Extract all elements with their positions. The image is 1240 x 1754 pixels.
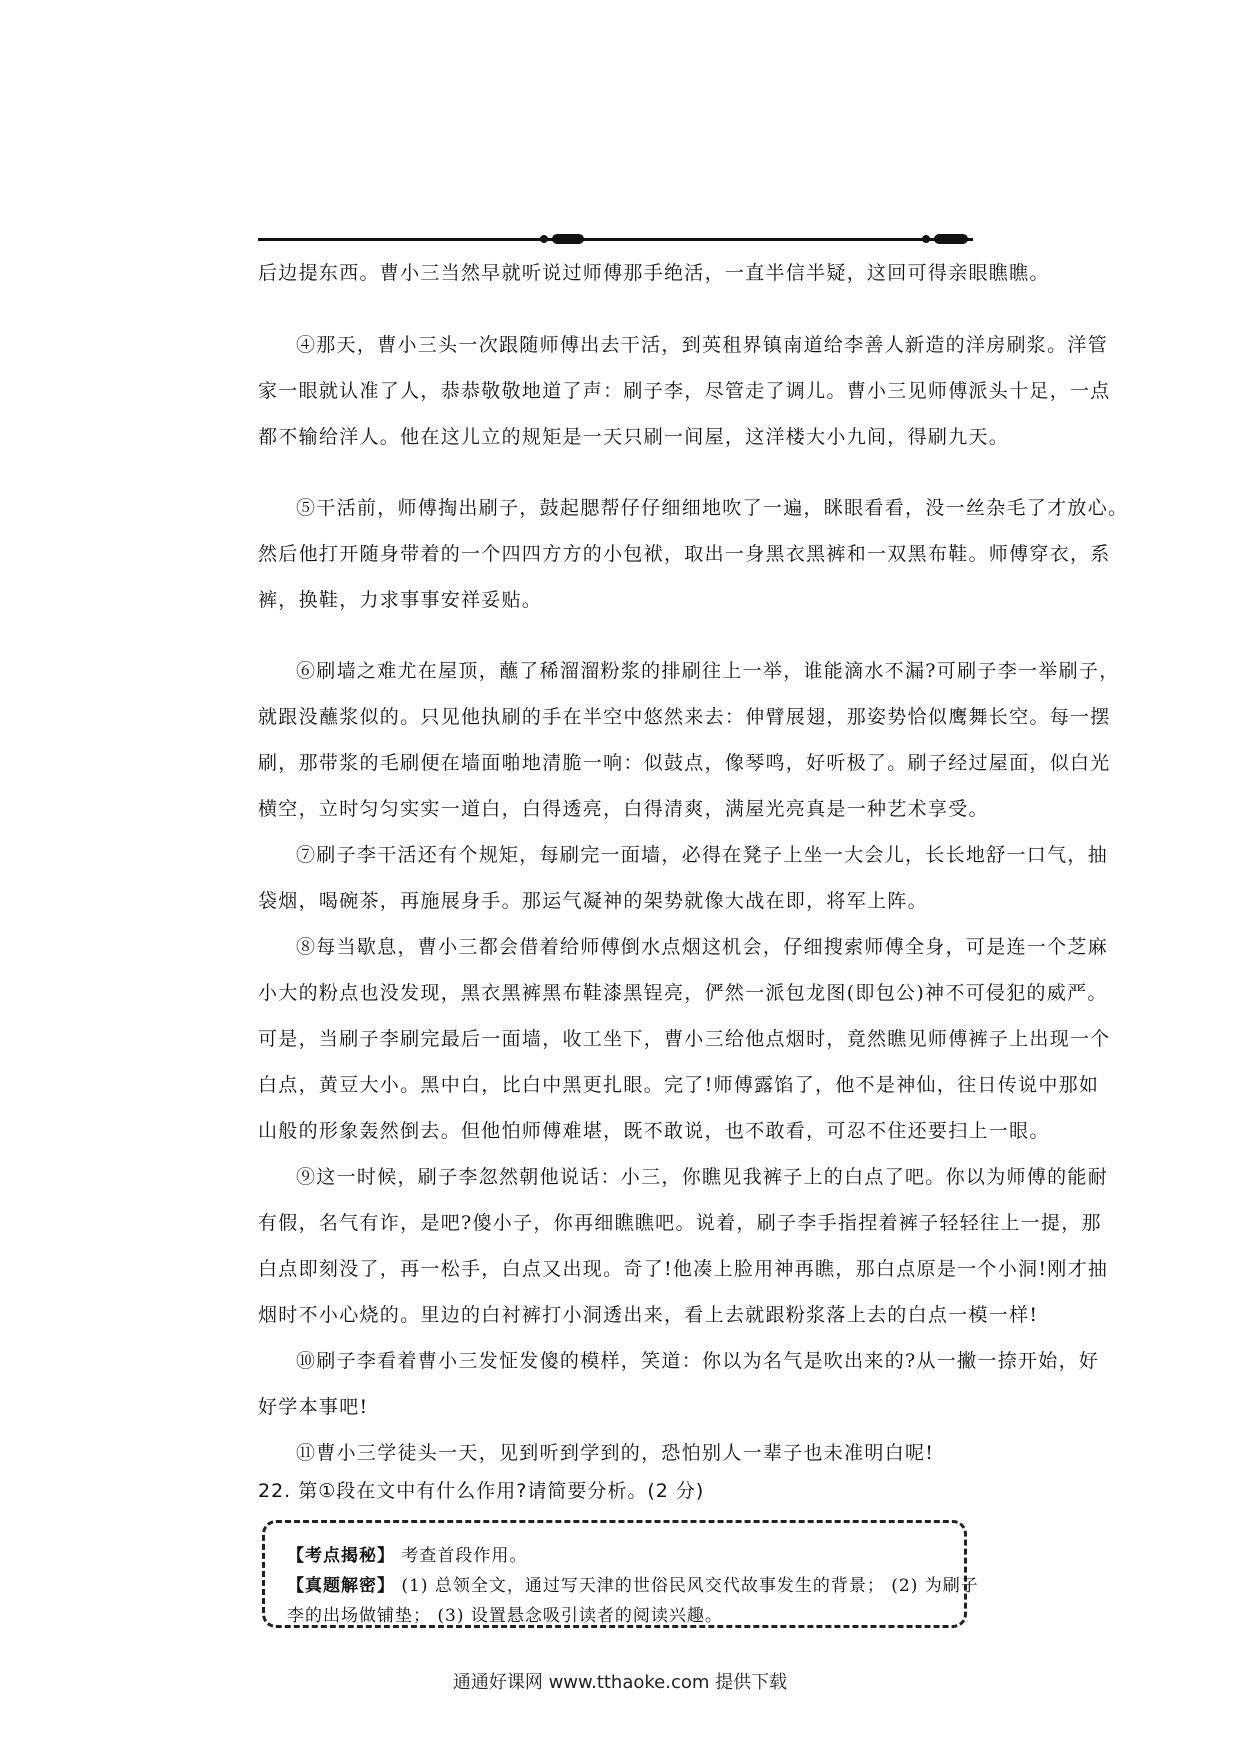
text-line: 裤，换鞋，力求事事安祥妥贴。 <box>258 589 543 611</box>
answer-line-2 <box>287 1571 979 1601</box>
rule-ornament <box>934 234 968 244</box>
question-22: 22. 第①段在文中有什么作用?请简要分析。(2 分) <box>258 1480 705 1502</box>
paragraph-9 <box>258 1154 1109 1338</box>
text-line: ⑥刷墙之难尤在屋顶，蘸了稀溜溜粉浆的排刷往上一举，谁能滴水不漏?可刷子李一举刷子， <box>296 660 1120 682</box>
text-line: 可是，当刷子李刷完最后一面墙，收工坐下，曹小三给他点烟时，竟然瞧见师傅裤子上出现一个 <box>258 1028 1111 1050</box>
text-line: 白点，黄豆大小。黑中白，比白中黑更扎眼。完了!师傅露馅了，他不是神仙，往日传说中那如 <box>258 1074 1100 1096</box>
rule-ornament <box>922 235 930 243</box>
paragraph-8 <box>258 924 1111 1154</box>
text-line: ⑪曹小三学徒头一天，见到听到学到的，恐怕别人一辈子也未准明白呢! <box>296 1442 935 1464</box>
text-line: 白点即刻没了，再一松手，白点又出现。奇了!他凑上脸用神再瞧，那白点原是一个小洞!刚才抽 <box>258 1258 1109 1280</box>
answer-line-1 <box>287 1541 944 1571</box>
text-line: ⑤干活前，师傅掏出刷子，鼓起腮帮仔仔细细地吹了一遍，眯眼看看，没一丝杂毛了才放心。 <box>296 497 1129 519</box>
paragraph-11 <box>258 1430 973 1476</box>
text-line: 然后他打开随身带着的一个四四方方的小包袱，取出一身黑衣黑裤和一双黑布鞋。师傅穿衣，系 <box>258 543 1111 565</box>
text-line: 横空，立时匀匀实实一道白，白得透亮，白得清爽，满屋光亮真是一种艺术享受。 <box>258 798 989 820</box>
answer-line-3: 李的出场做铺垫； (3) 设置悬念吸引读者的阅读兴趣。 <box>287 1606 723 1626</box>
paragraph-5 <box>258 485 1129 623</box>
text-line: ⑧每当歇息，曹小三都会借着给师傅倒水点烟这机会，仔细搜索师傅全身，可是连一个芝麻 <box>296 936 1109 958</box>
text-line: 好学本事吧! <box>258 1396 369 1418</box>
text-line: ④那天，曹小三头一次跟随师傅出去干活，到英租界镇南道给李善人新造的洋房刷浆。洋管 <box>296 334 1109 356</box>
text-line: 刷，那带浆的毛刷便在墙面啪地清脆一响：似鼓点，像琴鸣，好听极了。刷子经过屋面，似白光 <box>258 752 1111 774</box>
answer-tag: 【真题解密】 <box>287 1576 395 1596</box>
text-line: ⑨这一时候，刷子李忽然朝他说话：小三，你瞧见我裤子上的白点了吧。你以为师傅的能耐 <box>296 1166 1109 1188</box>
text-line: 家一眼就认准了人，恭恭敬敬地道了声：刷子李，尽管走了调儿。曹小三见师傅派头十足，一点 <box>258 380 1111 402</box>
answer-box <box>262 1520 979 1628</box>
paragraph-4 <box>258 322 1111 460</box>
text-line: 后边提东西。曹小三当然早就听说过师傅那手绝活，一直半信半疑，这回可得亲眼瞧瞧。 <box>258 262 1050 284</box>
paragraph-6 <box>258 648 1120 832</box>
text-line: 山般的形象轰然倒去。但他怕师傅难堪，既不敢说，也不敢看，可忍不住还要扫上一眼。 <box>258 1120 1050 1142</box>
answer-text: 考查首段作用。 <box>401 1546 528 1566</box>
rule-ornament <box>540 235 548 243</box>
paragraph-continued <box>258 250 1050 296</box>
rule-ornament <box>552 234 584 244</box>
text-line: 烟时不小心烧的。里边的白衬裤打小洞透出来，看上去就跟粉浆落上去的白点一模一样! <box>258 1304 1039 1326</box>
text-line: 都不输给洋人。他在这儿立的规矩是一天只刷一间屋，这洋楼大小九间，得刷九天。 <box>258 426 1010 448</box>
text-line: 就跟没蘸浆似的。只见他执刷的手在半空中悠然来去：伸臂展翅，那姿势恰似鹰舞长空。每一摆 <box>258 706 1111 728</box>
text-line: ⑦刷子李干活还有个规矩，每刷完一面墙，必得在凳子上坐一大会儿，长长地舒一口气，抽 <box>296 844 1109 866</box>
footer-source: 通通好课网 www.tthaoke.com 提供下载 <box>452 1672 788 1693</box>
text-line: 小大的粉点也没发现，黑衣黑裤黑布鞋漆黑锃亮，俨然一派包龙图(即包公)神不可侵犯的威严。 <box>258 982 1108 1004</box>
text-line: 袋烟，喝碗茶，再施展身手。那运气凝神的架势就像大战在即，将军上阵。 <box>258 890 928 912</box>
paragraph-10 <box>258 1338 1100 1430</box>
text-line: ⑩刷子李看着曹小三发怔发傻的模样，笑道：你以为名气是吹出来的?从一撇一捺开始，好 <box>296 1350 1100 1372</box>
top-decorative-rule <box>258 238 973 241</box>
paragraph-7 <box>258 832 1109 924</box>
text-line: 有假，名气有诈，是吧?傻小子，你再细瞧瞧吧。说着，刷子李手指捏着裤子轻轻往上一提，那 <box>258 1212 1102 1234</box>
answer-tag: 【考点揭秘】 <box>287 1546 395 1566</box>
answer-text: (1) 总领全文，通过写天津的世俗民风交代故事发生的背景； (2) 为刷子 <box>401 1576 979 1596</box>
